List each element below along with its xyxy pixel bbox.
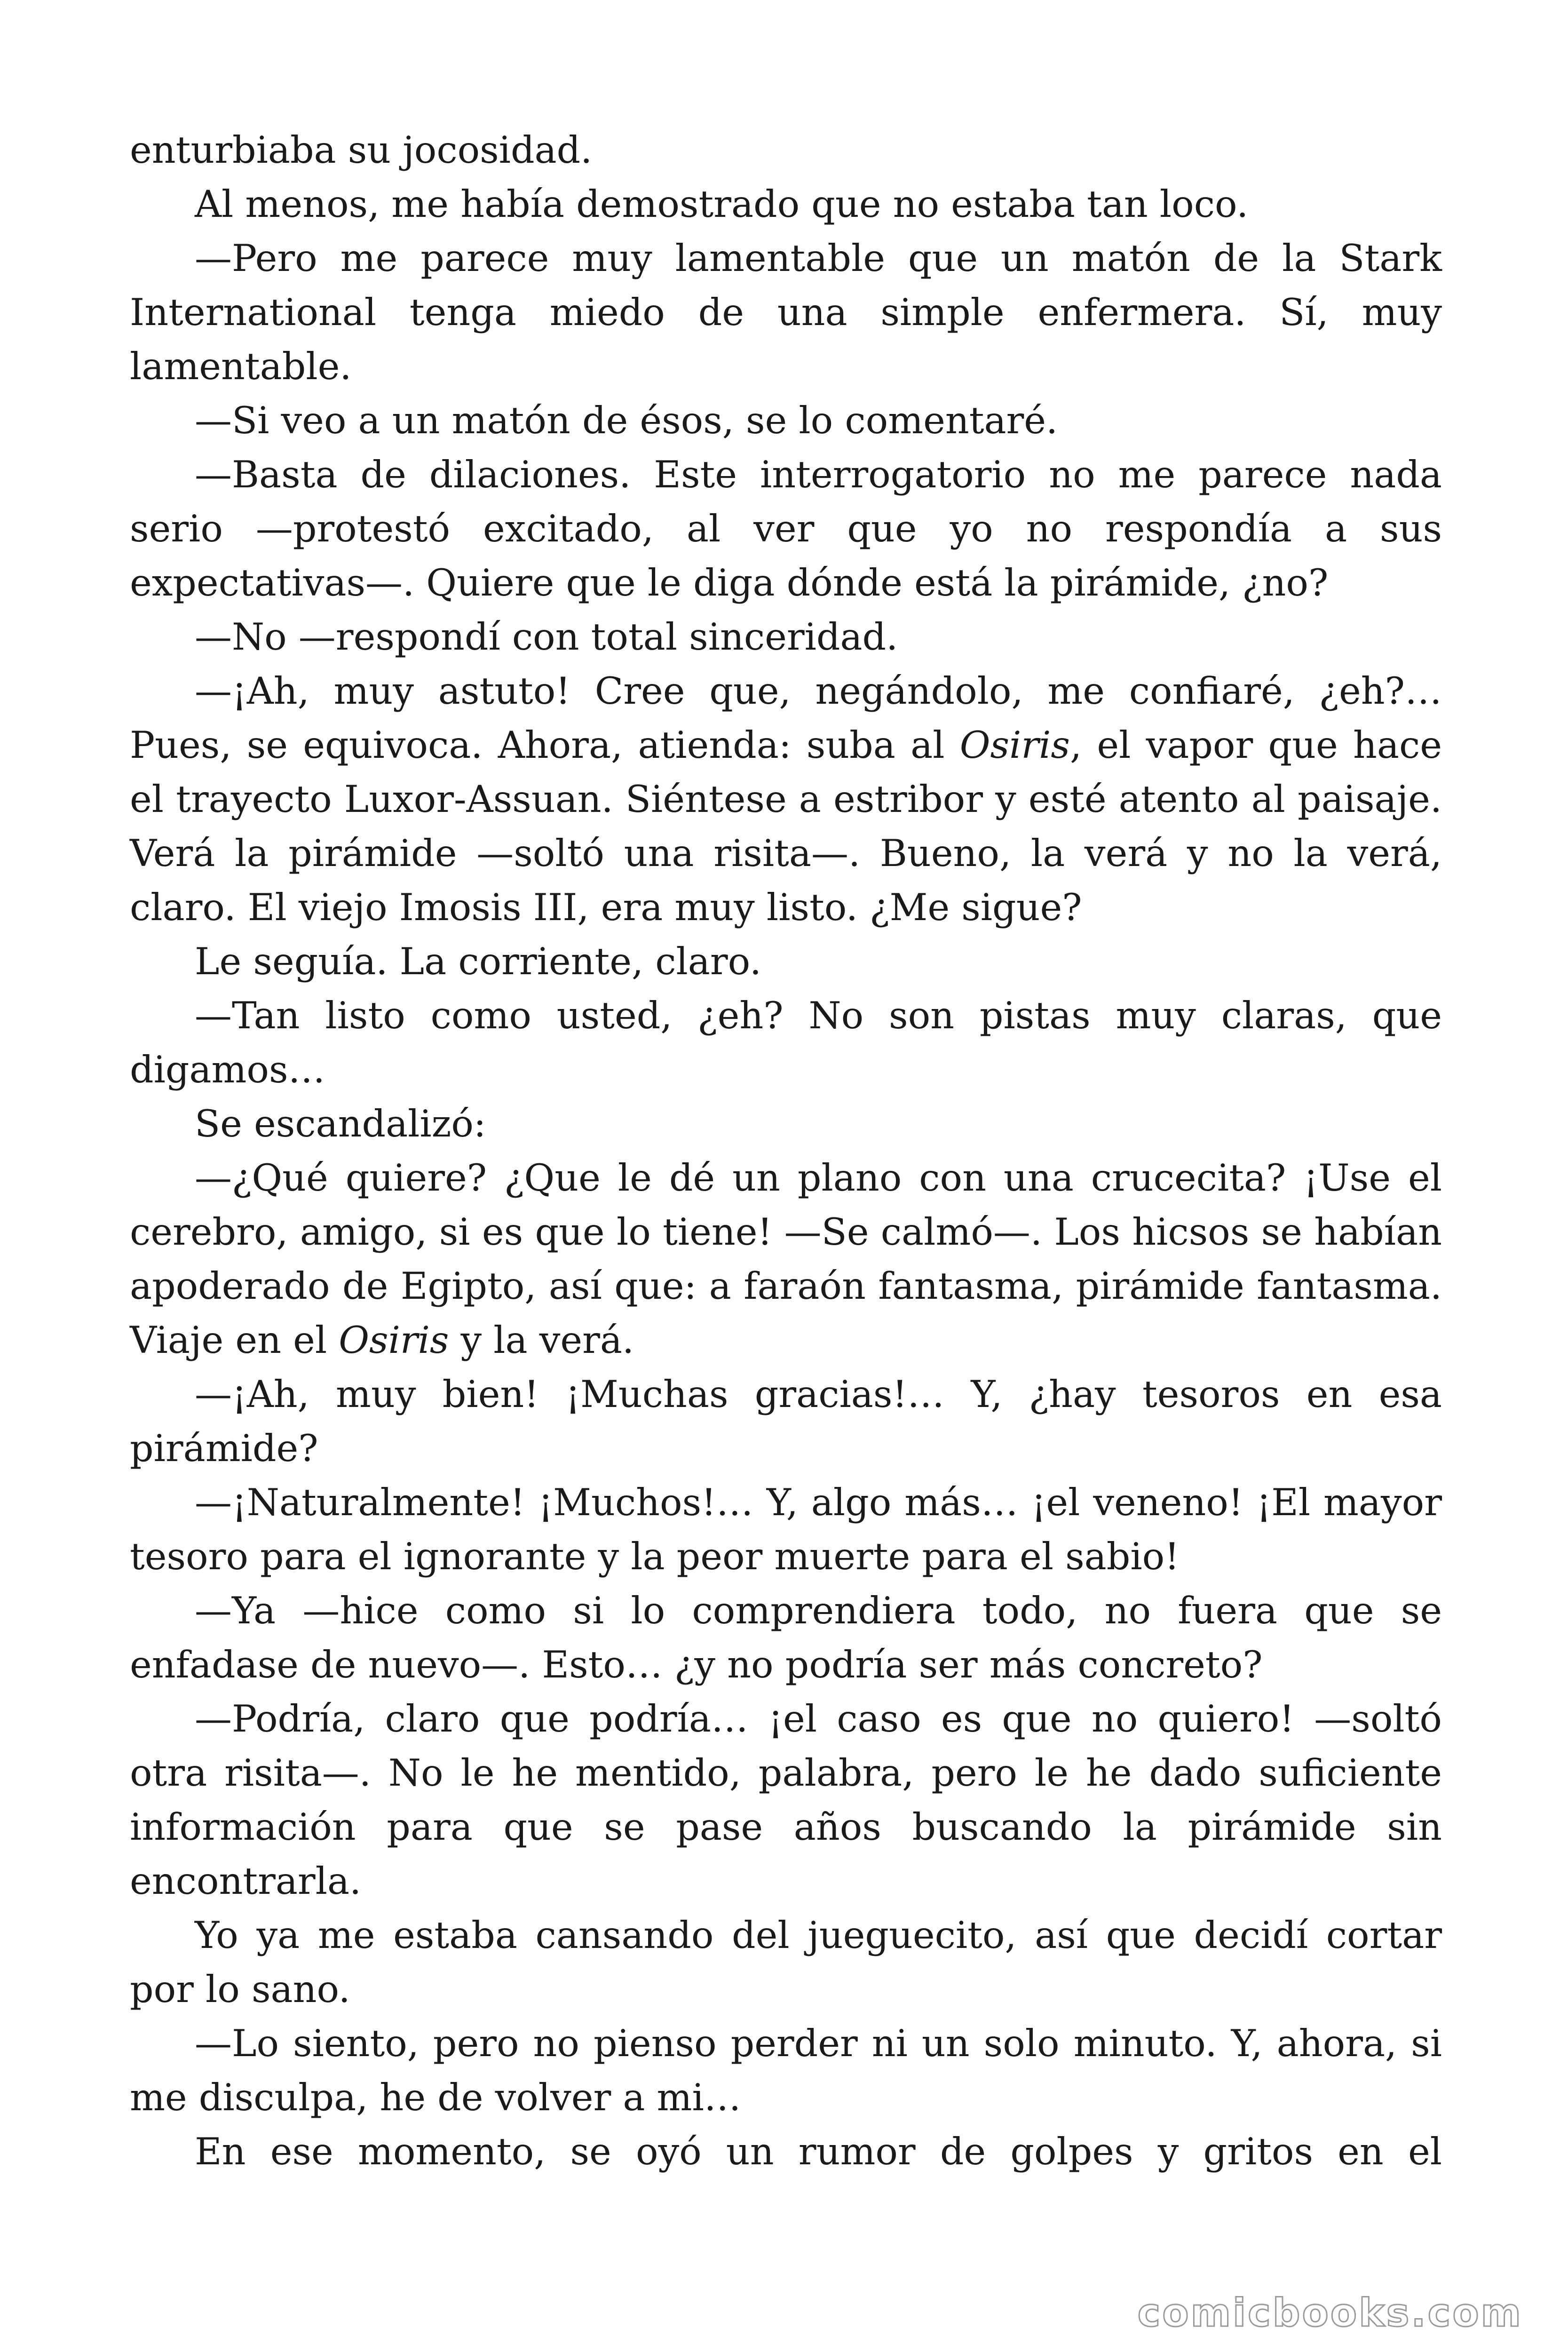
italic-text-segment: Osiris <box>339 1319 449 1362</box>
paragraph <box>130 989 1442 1097</box>
paragraph <box>130 1367 1442 1476</box>
paragraph <box>130 664 1442 935</box>
text-segment: —¡Naturalmente! ¡Muchos!… Y, algo más… ¡el veneno! ¡El mayor tesoro para el ignorante y la peor muerte para el sabio! <box>130 1481 1442 1578</box>
paragraph <box>130 2125 1442 2179</box>
text-segment: Al menos, me había demostrado que no estaba tan loco. <box>195 183 1249 226</box>
text-segment: y la verá. <box>449 1319 634 1362</box>
text-segment: —Lo siento, pero no pienso perder ni un solo minuto. Y, ahora, si me disculpa, he de volver a mi… <box>130 2022 1442 2119</box>
paragraph <box>130 123 1442 177</box>
watermark: comicbooks.com <box>1137 2291 1523 2336</box>
text-segment: —Tan listo como usted, ¿eh? No son pistas muy claras, que digamos… <box>130 994 1442 1091</box>
text-segment: —No —respondí con total sinceridad. <box>195 615 898 659</box>
text-segment: Yo ya me estaba cansando del jueguecito, así que decidí cortar por lo sano. <box>130 1914 1442 2011</box>
text-segment: —Ya —hice como si lo comprendiera todo, no fuera que se enfadase de nuevo—. Esto… ¿y no podría ser más concreto? <box>130 1589 1442 1686</box>
text-segment: —Pero me parece muy lamentable que un matón de la Stark International tenga miedo de una simple enfermera. Sí, muy lamentable. <box>130 237 1442 388</box>
paragraph <box>130 1476 1442 1584</box>
text-segment: —Si veo a un matón de ésos, se lo comentaré. <box>195 399 1058 442</box>
text-segment: En ese momento, se oyó un rumor de golpes y gritos en el <box>195 2130 1442 2173</box>
text-segment: —¿Qué quiere? ¿Que le dé un plano con una crucecita? ¡Use el cerebro, amigo, si es que lo tiene! —Se calmó—. Los hicsos se habían apoderado de Egipto, así que: a faraón fantasma, pirámide fantasma. Viaje en el <box>130 1156 1442 1362</box>
paragraph <box>130 448 1442 610</box>
paragraph <box>130 394 1442 448</box>
paragraph <box>130 935 1442 989</box>
paragraph <box>130 1908 1442 2017</box>
paragraph <box>130 610 1442 664</box>
text-segment: Se escandalizó: <box>195 1102 486 1145</box>
text-segment: enturbiaba su jocosidad. <box>130 128 593 172</box>
text-segment: —¡Ah, muy bien! ¡Muchas gracias!… Y, ¿hay tesoros en esa pirámide? <box>130 1373 1442 1470</box>
paragraph <box>130 2017 1442 2125</box>
text-segment: , el vapor que hace el trayecto Luxor-Assuan. Siéntese a estribor y esté atento al paisaje. Verá la pirámide —soltó una risita—. Bueno, la verá y no la verá, claro. El viejo Imosis III, era muy listo. ¿Me sigue? <box>130 723 1442 929</box>
text-segment: —Podría, claro que podría… ¡el caso es que no quiero! —soltó otra risita—. No le he mentido, palabra, pero le he dado suficiente información para que se pase años buscando la pirámide sin encontrarla. <box>130 1697 1442 1903</box>
italic-text-segment: Osiris <box>959 723 1070 767</box>
text-segment: —Basta de dilaciones. Este interrogatorio no me parece nada serio —protestó excitado, al ver que yo no respondía a sus expectativas—. Quiere que le diga dónde está la pirámide, ¿no? <box>130 453 1442 604</box>
text-segment: Le seguía. La corriente, claro. <box>195 940 761 983</box>
paragraph <box>130 231 1442 394</box>
paragraph <box>130 1151 1442 1367</box>
text-segment: —¡Ah, muy astuto! Cree que, negándolo, me confiaré, ¿eh?… Pues, se equivoca. Ahora, atienda: suba al <box>130 669 1442 767</box>
book-page-text <box>130 123 1442 2179</box>
paragraph <box>130 1584 1442 1692</box>
paragraph <box>130 1692 1442 1908</box>
paragraph <box>130 177 1442 231</box>
paragraph <box>130 1097 1442 1151</box>
